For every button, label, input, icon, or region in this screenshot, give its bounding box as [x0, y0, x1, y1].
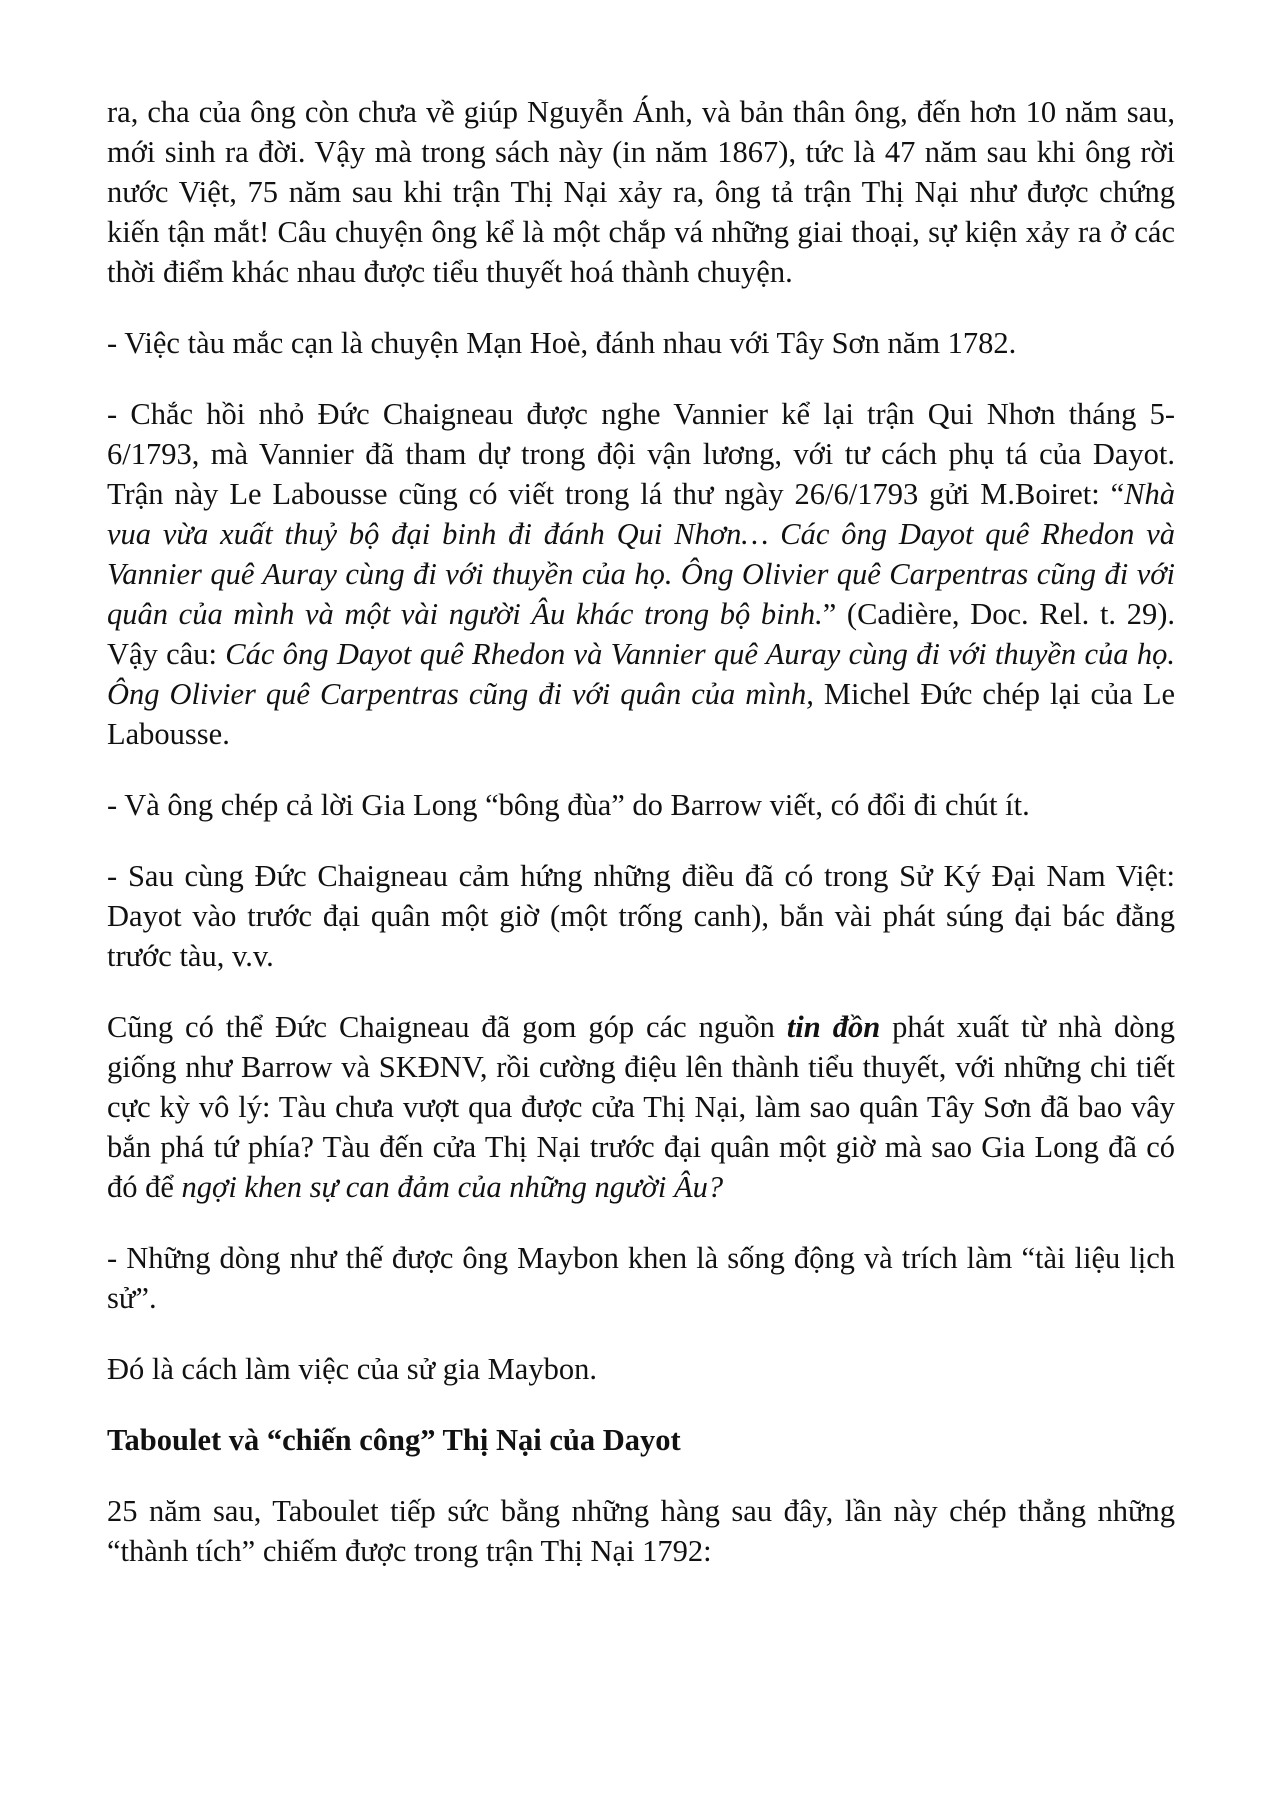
- paragraph-1: ra, cha của ông còn chưa về giúp Nguyễn Ánh, và bản thân ông, đến hơn 10 năm sau, mới sinh ra đời. Vậy mà trong sách này (in năm 1867), tức là 47 năm sau khi ông rời nước Việt, 75 năm sau khi trận Thị Nại xảy ra, ông tả trận Thị Nại như được chứng kiến tận mắt! Câu chuyện ông kể là một chắp vá những giai thoại, sự kiện xảy ra ở các thời điểm khác nhau được tiểu thuyết hoá thành chuyện.: [107, 95, 1175, 289]
- p3-text-a: - Chắc hồi nhỏ Đức Chaigneau được nghe Vannier kể lại trận Qui Nhơn tháng 5-6/1793, mà Vannier đã tham dự trong đội vận lương, với tư cách phụ tá của Dayot. Trận này Le Labousse cũng có viết trong lá thư ngày 26/6/1793 gửi M.Boiret: “: [107, 397, 1175, 511]
- paragraph-4: - Và ông chép cả lời Gia Long “bông đùa” do Barrow viết, có đổi đi chút ít.: [107, 788, 1030, 822]
- paragraph-2: - Việc tàu mắc cạn là chuyện Mạn Hoè, đánh nhau với Tây Sơn năm 1782.: [107, 326, 1017, 360]
- paragraph-5: - Sau cùng Đức Chaigneau cảm hứng những điều đã có trong Sử Ký Đại Nam Việt: Dayot vào trước đại quân một giờ (một trống canh), bắn vài phát súng đại bác đằng trước tàu, v.v.: [107, 859, 1175, 973]
- paragraph-9: 25 năm sau, Taboulet tiếp sức bằng những hàng sau đây, lần này chép thẳng những “thành tích” chiếm được trong trận Thị Nại 1792:: [107, 1494, 1175, 1568]
- paragraph-6: [107, 1007, 1175, 1207]
- p6-text-c: phát xuất từ nhà dòng giống như Barrow và SKĐNV, rồi cường điệu lên thành tiểu thuyết, với những chi tiết cực kỳ vô lý: Tàu chưa vượt qua được cửa Thị Nại, làm sao quân Tây Sơn đã bao vây bắn phá tứ phía? Tàu đến cửa Thị Nại trước đại quân một giờ mà sao Gia Long đã có đó để: [107, 1010, 1175, 1204]
- document-page: [107, 92, 1175, 1602]
- paragraph-3: [107, 394, 1175, 754]
- paragraph-8: Đó là cách làm việc của sử gia Maybon.: [107, 1352, 597, 1386]
- section-heading: Taboulet và “chiến công” Thị Nại của Dayot: [107, 1423, 681, 1457]
- p6-text-a: Cũng có thể Đức Chaigneau đã gom góp các nguồn: [107, 1010, 787, 1044]
- p6-emphasis: tin đồn: [786, 1010, 881, 1044]
- p3-quote-italic: Nhà vua vừa xuất thuỷ bộ đại binh đi đánh Qui Nhơn… Các ông Dayot quê Rhedon và Vannier quê Auray cùng đi với thuyền của họ. Ông Olivier quê Carpentras cũng đi với quân của mình và một vài người Âu khác trong bộ binh.: [107, 477, 1175, 631]
- p3-text-e: Michel Đức chép lại của Le Labousse.: [107, 677, 1175, 751]
- p6-italic-end: ngợi khen sự can đảm của những người Âu?: [181, 1170, 724, 1204]
- paragraph-7: - Những dòng như thế được ông Maybon khen là sống động và trích làm “tài liệu lịch sử”.: [107, 1241, 1175, 1315]
- p3-text-c: ” (Cadière, Doc. Rel. t. 29). Vậy câu:: [107, 597, 1175, 671]
- p3-citation-italic: Các ông Dayot quê Rhedon và Vannier quê Auray cùng đi với thuyền của họ. Ông Olivier quê Carpentras cũng đi với quân của mình,: [107, 637, 1175, 711]
